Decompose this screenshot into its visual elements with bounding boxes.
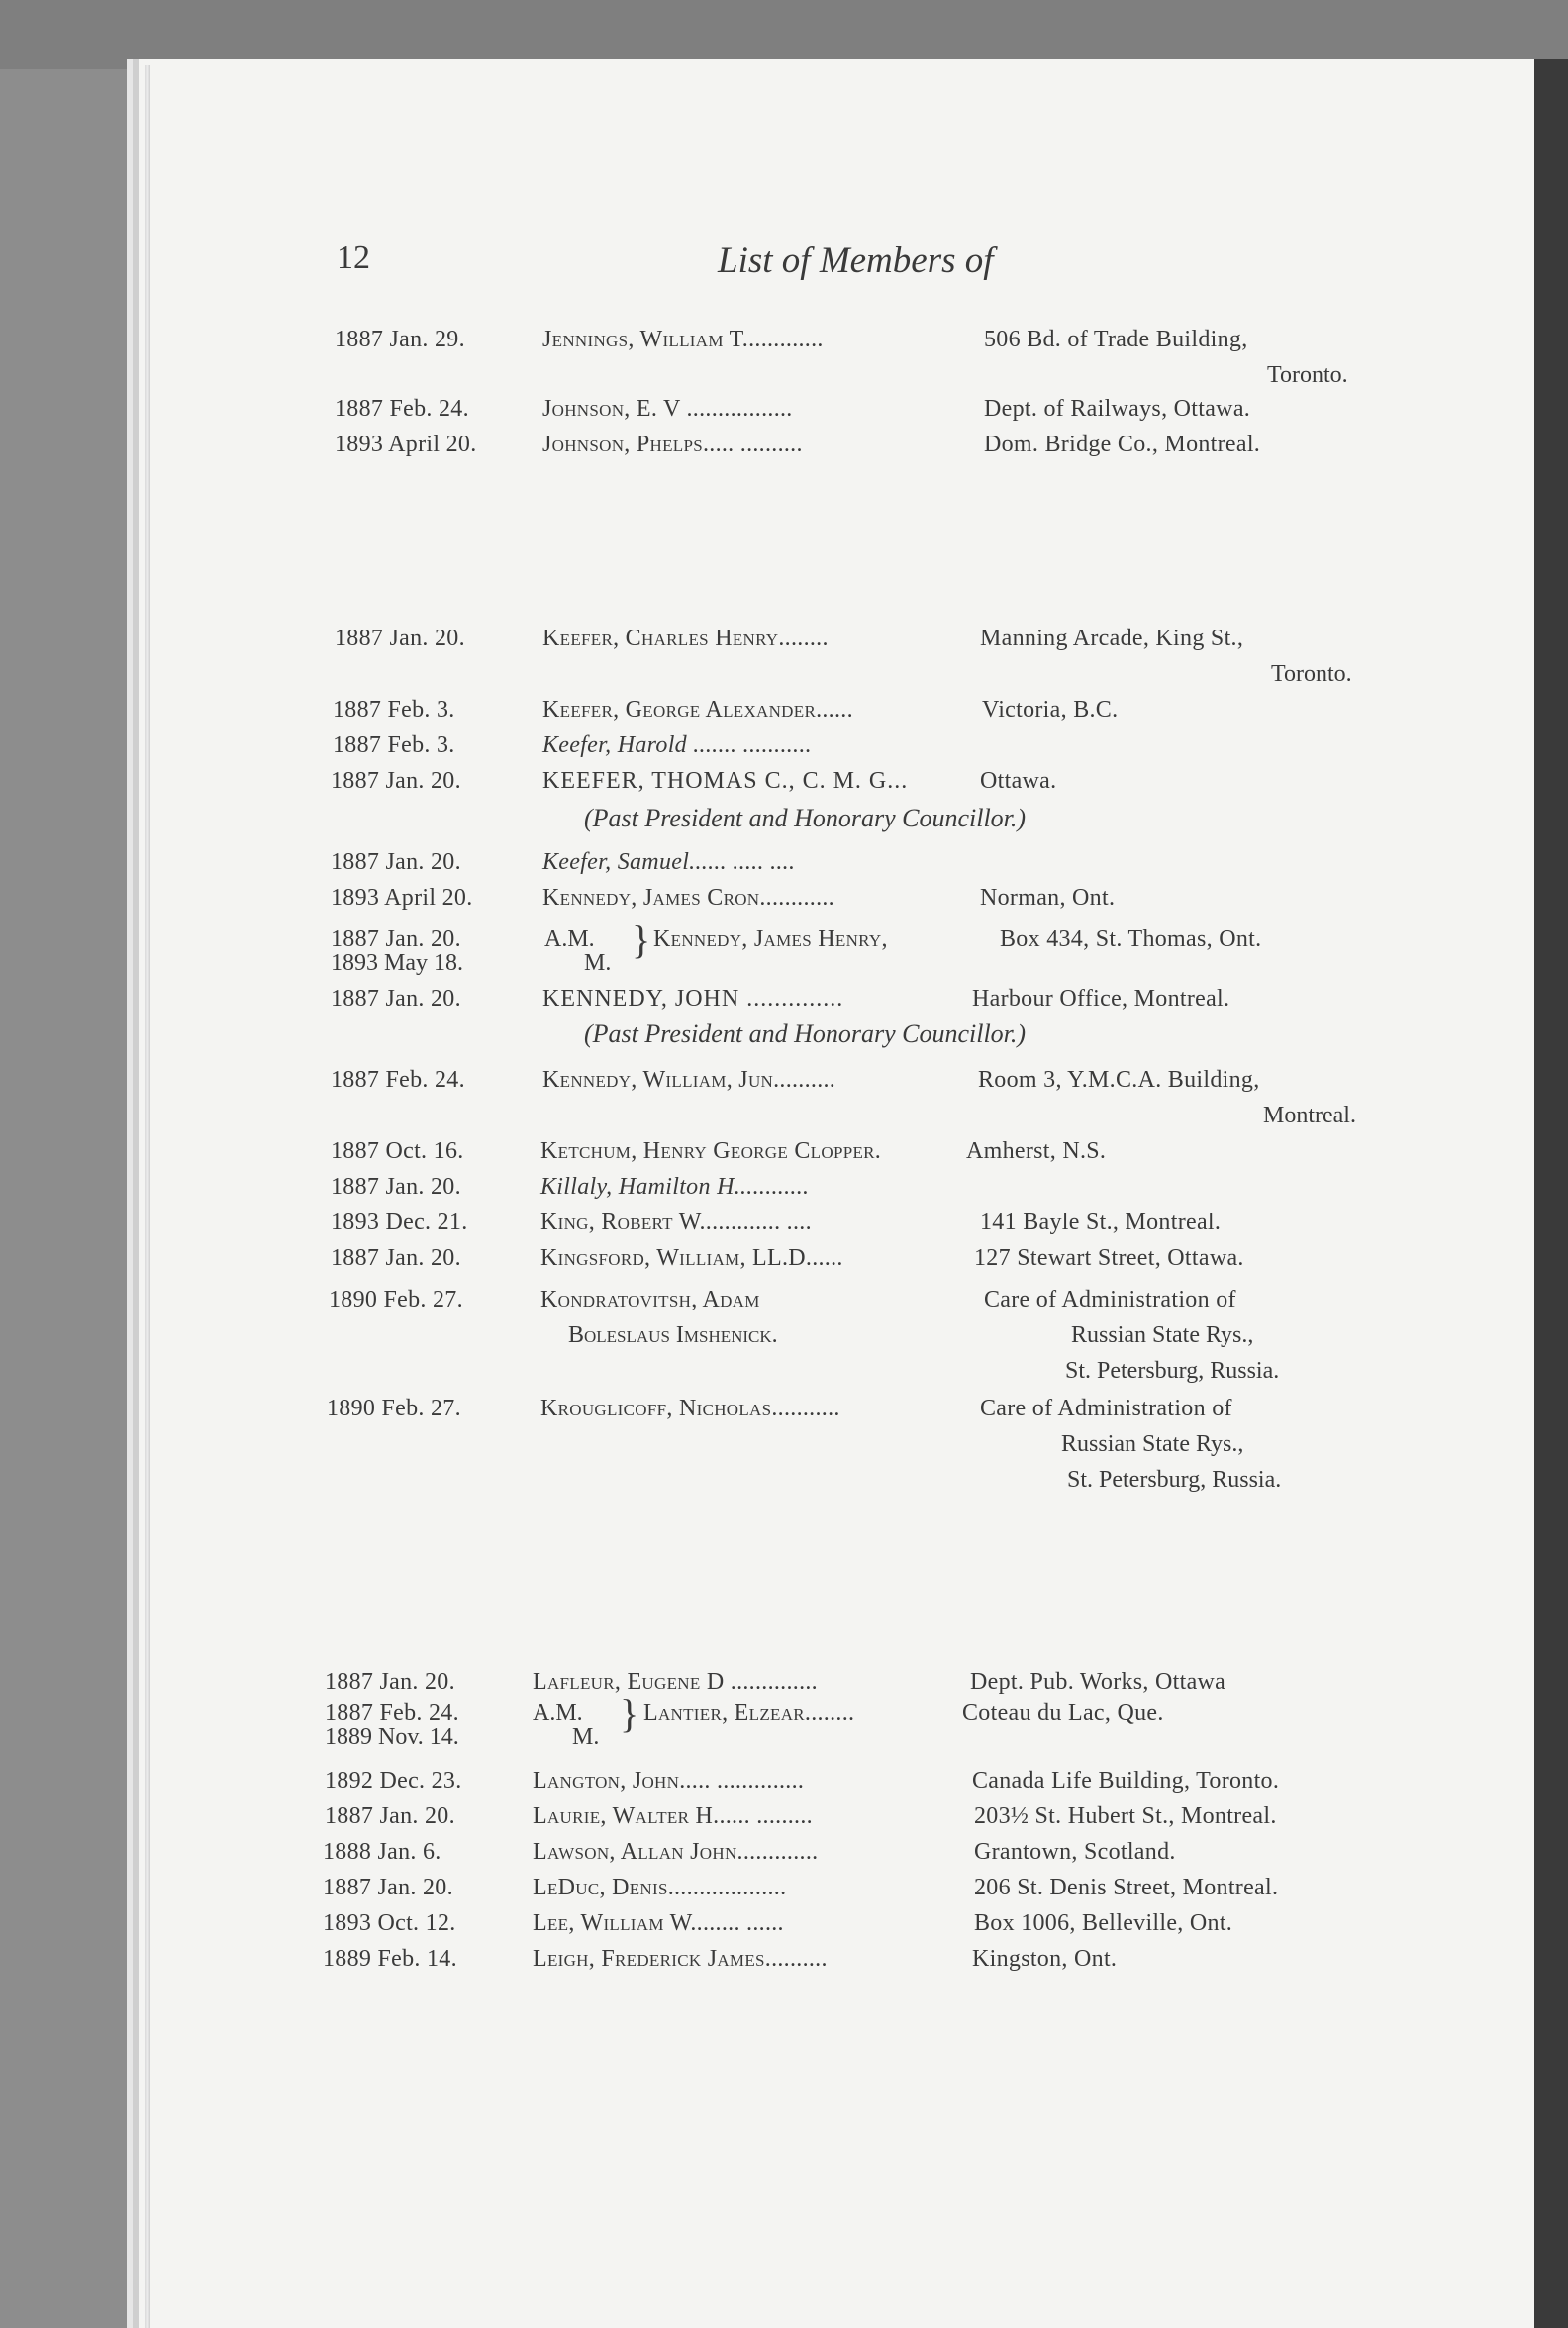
- member-address: Victoria, B.C.: [982, 697, 1119, 723]
- kennedy-henry-grade-am: A.M.: [544, 926, 595, 952]
- member-address: Amherst, N.S.: [966, 1138, 1107, 1164]
- member-address: 141 Bayle St., Montreal.: [980, 1210, 1222, 1235]
- kennedy-henry-grade-m: M.: [584, 950, 612, 976]
- election-date: 1887 Jan. 20.: [325, 1803, 455, 1829]
- member-name: Lantier, Elzear........: [643, 1700, 855, 1726]
- election-date: 1887 Jan. 20.: [331, 1245, 461, 1271]
- member-address: Care of Administration of: [980, 1396, 1232, 1421]
- election-date: 1887 Feb. 24.: [325, 1700, 459, 1726]
- member-address: 127 Stewart Street, Ottawa.: [974, 1245, 1244, 1271]
- member-address: 206 St. Denis Street, Montreal.: [974, 1875, 1279, 1900]
- election-date: 1887 Jan. 20.: [331, 986, 461, 1012]
- kondratovitsh-address-line2: Russian State Rys.,: [1071, 1322, 1254, 1348]
- page-number: 12: [337, 240, 370, 276]
- member-name: Kennedy, William, Jun..........: [542, 1067, 836, 1093]
- election-date: 1893 Oct. 12.: [323, 1910, 456, 1936]
- member-address-continued: Toronto.: [1267, 362, 1348, 388]
- member-address: Coteau du Lac, Que.: [962, 1700, 1164, 1726]
- keefer-thomas-note: (Past President and Honorary Councillor.): [584, 804, 1027, 832]
- member-address: Ottawa.: [980, 768, 1057, 794]
- member-address: Kingston, Ont.: [972, 1946, 1118, 1972]
- member-name: Keefer, Harold ....... ...........: [542, 732, 812, 758]
- election-date: 1887 Jan. 20.: [331, 926, 461, 952]
- krouglicoff-address-line2: Russian State Rys.,: [1061, 1431, 1244, 1457]
- election-date: 1887 Jan. 20.: [331, 849, 461, 875]
- member-address: 506 Bd. of Trade Building,: [984, 327, 1248, 352]
- lantier-grade-m: M.: [572, 1724, 600, 1750]
- brace-symbol: }: [632, 918, 651, 962]
- member-name: Johnson, E. V .................: [542, 396, 793, 422]
- member-name: LeDuc, Denis...................: [533, 1875, 787, 1900]
- member-name: Kennedy, James Henry,: [653, 926, 888, 952]
- election-date: 1892 Dec. 23.: [325, 1768, 462, 1794]
- member-name: Lawson, Allan John.............: [533, 1839, 819, 1865]
- kennedy-john-note: (Past President and Honorary Councillor.): [584, 1019, 1027, 1048]
- member-address: Grantown, Scotland.: [974, 1839, 1176, 1865]
- member-name: Jennings, William T.............: [542, 327, 824, 352]
- member-name: Killaly, Hamilton H............: [540, 1174, 810, 1200]
- member-address: Manning Arcade, King St.,: [980, 626, 1244, 651]
- election-date: 1887 Feb. 24.: [331, 1067, 465, 1093]
- election-date: 1890 Feb. 27.: [329, 1287, 463, 1312]
- election-date: 1888 Jan. 6.: [323, 1839, 441, 1865]
- lantier-second-date: 1889 Nov. 14.: [325, 1724, 459, 1750]
- running-head: List of Members of: [718, 241, 994, 281]
- election-date: 1889 Feb. 14.: [323, 1946, 457, 1972]
- member-address-continued: Toronto.: [1271, 661, 1352, 687]
- member-name: KENNEDY, JOHN ..............: [542, 986, 844, 1012]
- member-name: Keefer, Charles Henry........: [542, 626, 829, 651]
- election-date: 1887 Feb. 24.: [335, 396, 469, 422]
- election-date: 1887 Feb. 3.: [333, 732, 455, 758]
- member-address: Box 434, St. Thomas, Ont.: [1000, 926, 1262, 952]
- lantier-grade-am: A.M.: [533, 1700, 583, 1726]
- brace-symbol: }: [620, 1692, 639, 1736]
- scan-right-edge: [1534, 59, 1568, 2328]
- election-date: 1887 Jan. 20.: [331, 1174, 461, 1200]
- member-name: Lafleur, Eugene D ..............: [533, 1669, 818, 1695]
- member-address: Dom. Bridge Co., Montreal.: [984, 432, 1261, 457]
- member-address: Care of Administration of: [984, 1287, 1236, 1312]
- member-address: 203½ St. Hubert St., Montreal.: [974, 1803, 1277, 1829]
- member-name: Kingsford, William, LL.D......: [540, 1245, 843, 1271]
- member-name: Johnson, Phelps..... ..........: [542, 432, 803, 457]
- election-date: 1887 Feb. 3.: [333, 697, 455, 723]
- member-name: Krouglicoff, Nicholas...........: [540, 1396, 840, 1421]
- member-address: Box 1006, Belleville, Ont.: [974, 1910, 1233, 1936]
- election-date: 1887 Jan. 20.: [331, 768, 461, 794]
- member-address: Norman, Ont.: [980, 885, 1116, 911]
- member-name: Langton, John..... ..............: [533, 1768, 805, 1794]
- election-date: 1887 Jan. 20.: [323, 1875, 453, 1900]
- election-date: 1893 April 20.: [331, 885, 473, 911]
- member-name: Leigh, Frederick James..........: [533, 1946, 828, 1972]
- election-date: 1893 Dec. 21.: [331, 1210, 468, 1235]
- election-date: 1887 Jan. 20.: [325, 1669, 455, 1695]
- krouglicoff-address-line3: St. Petersburg, Russia.: [1067, 1467, 1282, 1493]
- member-name: King, Robert W............. ....: [540, 1210, 812, 1235]
- member-name: Kennedy, James Cron............: [542, 885, 834, 911]
- election-date: 1887 Oct. 16.: [331, 1138, 464, 1164]
- member-name: Laurie, Walter H...... .........: [533, 1803, 813, 1829]
- election-date: 1890 Feb. 27.: [327, 1396, 461, 1421]
- election-date: 1887 Jan. 29.: [335, 327, 465, 352]
- election-date: 1887 Jan. 20.: [335, 626, 465, 651]
- member-name: Ketchum, Henry George Clopper.: [540, 1138, 882, 1164]
- member-name: KEEFER, THOMAS C., C. M. G...: [542, 768, 909, 794]
- kennedy-henry-second-date: 1893 May 18.: [331, 950, 463, 976]
- member-address: Harbour Office, Montreal.: [972, 986, 1230, 1012]
- member-name: Keefer, Samuel...... ..... ....: [542, 849, 796, 875]
- member-name: Lee, William W........ ......: [533, 1910, 784, 1936]
- kondratovitsh-address-line3: St. Petersburg, Russia.: [1065, 1358, 1280, 1384]
- member-address: Dept. Pub. Works, Ottawa: [970, 1669, 1226, 1695]
- member-name: Kondratovitsh, Adam: [540, 1287, 760, 1312]
- page-binding-edge: [145, 65, 150, 2328]
- member-name: Keefer, George Alexander......: [542, 697, 853, 723]
- kondratovitsh-name-line2: Boleslaus Imshenick.: [568, 1322, 778, 1348]
- member-address-continued: Montreal.: [1263, 1103, 1356, 1128]
- member-address: Dept. of Railways, Ottawa.: [984, 396, 1251, 422]
- election-date: 1893 April 20.: [335, 432, 477, 457]
- member-address: Room 3, Y.M.C.A. Building,: [978, 1067, 1260, 1093]
- member-address: Canada Life Building, Toronto.: [972, 1768, 1280, 1794]
